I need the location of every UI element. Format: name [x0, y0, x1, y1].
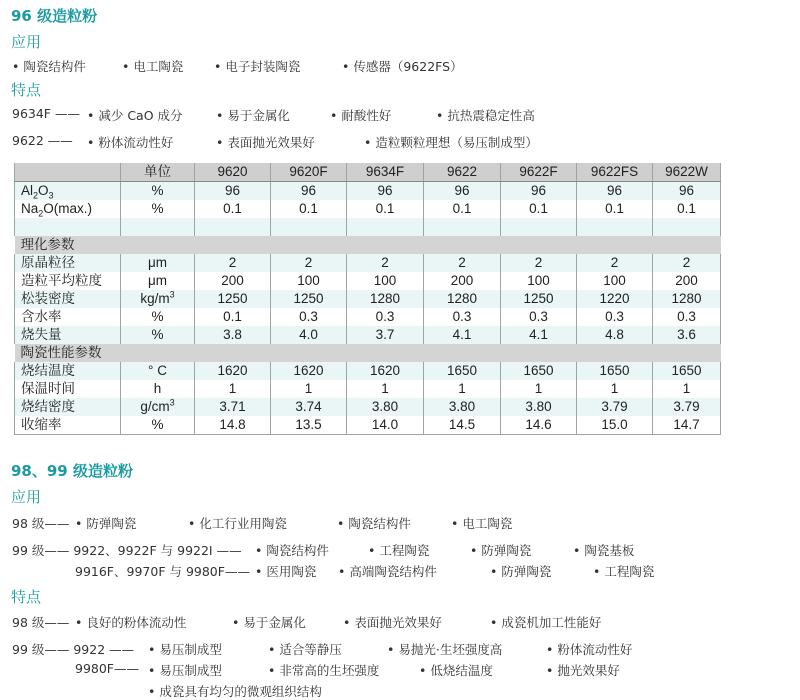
- row-label: 原晶粒径: [15, 254, 121, 272]
- list-item: • 易压制成型: [148, 642, 222, 657]
- value-cell: 1220: [577, 290, 653, 308]
- value-cell: 200: [653, 272, 721, 290]
- list-item: • 易压制成型: [148, 663, 222, 678]
- value-cell: 1: [424, 380, 501, 398]
- list-item: • 易于金属化: [232, 615, 306, 630]
- list-item: • 减少 CaO 成分: [87, 108, 183, 123]
- value-cell: 3.80: [424, 398, 501, 416]
- s98-feat-row-99a: [0, 640, 800, 656]
- value-cell: 0.3: [501, 308, 577, 326]
- value-cell: 3.80: [501, 398, 577, 416]
- table-group-row: [15, 236, 721, 254]
- unit-cell: %: [121, 182, 195, 201]
- value-cell: 1: [347, 380, 424, 398]
- table-row: [15, 308, 721, 326]
- value-cell: 3.74: [271, 398, 347, 416]
- list-item: • 低烧结温度: [419, 663, 493, 678]
- list-item: • 抗热震稳定性高: [436, 108, 535, 123]
- header-cell: 单位: [121, 163, 195, 182]
- value-cell: 0.1: [424, 200, 501, 218]
- list-item: • 电工陶瓷: [451, 516, 513, 531]
- header-cell: 9634F: [347, 163, 424, 182]
- value-cell: 13.5: [271, 416, 347, 435]
- table-row: [15, 398, 721, 416]
- value-cell: 100: [577, 272, 653, 290]
- list-item: • 易于金属化: [216, 108, 290, 123]
- unit-cell: %: [121, 200, 195, 218]
- value-cell: 1650: [577, 362, 653, 380]
- value-cell: 1: [195, 380, 271, 398]
- s96-feature-row-9634f: [0, 106, 800, 122]
- value-cell: 96: [271, 182, 347, 201]
- value-cell: 1650: [424, 362, 501, 380]
- unit-cell: μm: [121, 254, 195, 272]
- list-item: • 表面抛光效果好: [216, 135, 315, 150]
- value-cell: 0.3: [347, 308, 424, 326]
- list-item: • 工程陶瓷: [368, 543, 430, 558]
- value-cell: 1: [501, 380, 577, 398]
- value-cell: 0.3: [653, 308, 721, 326]
- value-cell: 96: [424, 182, 501, 201]
- list-item: • 电子封装陶瓷: [214, 59, 301, 74]
- row-label: 松装密度: [15, 290, 121, 308]
- list-item: • 成瓷机加工性能好: [490, 615, 602, 630]
- header-cell: 9622: [424, 163, 501, 182]
- list-item: • 化工行业用陶瓷: [188, 516, 287, 531]
- list-item: • 工程陶瓷: [593, 564, 655, 579]
- table-row: [15, 380, 721, 398]
- unit-cell: %: [121, 326, 195, 344]
- value-cell: 0.1: [347, 200, 424, 218]
- row-label: $Al_2O_3$: [15, 182, 121, 201]
- value-cell: 1280: [347, 290, 424, 308]
- value-cell: 0.1: [195, 308, 271, 326]
- header-cell: 9622FS: [577, 163, 653, 182]
- list-item: • 陶瓷结构件: [12, 59, 86, 74]
- value-cell: 14.5: [424, 416, 501, 435]
- value-cell: 96: [577, 182, 653, 201]
- value-cell: 3.79: [653, 398, 721, 416]
- list-item: • 成瓷具有均匀的微观组织结构: [148, 684, 322, 699]
- unit-cell: μm: [121, 272, 195, 290]
- value-cell: 0.1: [653, 200, 721, 218]
- value-cell: 0.3: [577, 308, 653, 326]
- list-item: • 陶瓷结构件: [337, 516, 411, 531]
- list-item: • 非常高的生坯强度: [268, 663, 380, 678]
- value-cell: 96: [347, 182, 424, 201]
- s98-feat-row-99b: [0, 661, 800, 677]
- value-cell: 3.6: [653, 326, 721, 344]
- value-cell: 2: [195, 254, 271, 272]
- value-cell: 1: [271, 380, 347, 398]
- list-item: • 抛光效果好: [546, 663, 620, 678]
- header-cell: 9620: [195, 163, 271, 182]
- value-cell: 1: [577, 380, 653, 398]
- value-cell: 3.71: [195, 398, 271, 416]
- value-cell: 1280: [424, 290, 501, 308]
- value-cell: 1620: [195, 362, 271, 380]
- row-prefix: 98 级——: [12, 615, 70, 630]
- value-cell: 2: [424, 254, 501, 272]
- row-prefix: 9622 ——: [12, 133, 73, 148]
- value-cell: 200: [195, 272, 271, 290]
- spec-table: [14, 163, 721, 435]
- value-cell: 14.0: [347, 416, 424, 435]
- unit-cell: $kg/m^3$: [121, 290, 195, 308]
- unit-cell: %: [121, 308, 195, 326]
- row-label: 烧结密度: [15, 398, 121, 416]
- list-item: • 适合等静压: [268, 642, 342, 657]
- unit-cell: h: [121, 380, 195, 398]
- header-cell: 9622F: [501, 163, 577, 182]
- row-label: 收缩率: [15, 416, 121, 435]
- group-label: 理化参数: [15, 236, 721, 254]
- row-label: 保温时间: [15, 380, 121, 398]
- section-96-title: 96 级造粒粉: [11, 7, 98, 25]
- row-label: 烧结温度: [15, 362, 121, 380]
- row-prefix: 9916F、9970F 与 9980F——: [75, 564, 250, 579]
- list-item: • 造粒颗粒理想（易压制成型）: [364, 135, 538, 150]
- table-row: [15, 182, 721, 201]
- list-item: • 医用陶瓷: [255, 564, 317, 579]
- row-label: 烧失量: [15, 326, 121, 344]
- value-cell: 1650: [501, 362, 577, 380]
- value-cell: 15.0: [577, 416, 653, 435]
- s96-application-list: [0, 57, 800, 73]
- s98-features-heading: 特点: [11, 588, 42, 606]
- value-cell: 2: [501, 254, 577, 272]
- value-cell: 1650: [653, 362, 721, 380]
- value-cell: 1: [653, 380, 721, 398]
- value-cell: 0.1: [577, 200, 653, 218]
- table-row: [15, 290, 721, 308]
- row-label: $Na_2O(\max.)$: [15, 200, 121, 218]
- s98-app-row-99a: [0, 541, 800, 557]
- header-cell: 9622W: [653, 163, 721, 182]
- s98-app-row-98: [0, 514, 800, 530]
- s96-features-heading: 特点: [11, 81, 42, 99]
- unit-cell: $g/cm^3$: [121, 398, 195, 416]
- row-label: 造粒平均粒度: [15, 272, 121, 290]
- list-item: • 电工陶瓷: [122, 59, 184, 74]
- value-cell: 14.6: [501, 416, 577, 435]
- list-item: • 粉体流动性好: [546, 642, 633, 657]
- s96-application-heading: 应用: [11, 33, 42, 51]
- table-row: [15, 326, 721, 344]
- value-cell: 3.8: [195, 326, 271, 344]
- s98-feat-row-99c: [0, 682, 800, 698]
- list-item: • 良好的粉体流动性: [75, 615, 187, 630]
- row-label: 含水率: [15, 308, 121, 326]
- table-group-row: [15, 344, 721, 362]
- value-cell: 0.1: [195, 200, 271, 218]
- value-cell: 3.80: [347, 398, 424, 416]
- value-cell: 0.1: [501, 200, 577, 218]
- value-cell: 3.7: [347, 326, 424, 344]
- value-cell: 1280: [653, 290, 721, 308]
- value-cell: 0.3: [271, 308, 347, 326]
- row-prefix: 98 级——: [12, 516, 70, 531]
- value-cell: 100: [501, 272, 577, 290]
- list-item: • 防弹陶瓷: [75, 516, 137, 531]
- list-item: • 陶瓷基板: [573, 543, 635, 558]
- value-cell: 4.8: [577, 326, 653, 344]
- header-cell: [15, 163, 121, 182]
- table-header-row: [15, 163, 721, 182]
- s96-feature-row-9622: [0, 133, 800, 149]
- value-cell: 3.79: [577, 398, 653, 416]
- list-item: • 防弹陶瓷: [490, 564, 552, 579]
- table-row: [15, 362, 721, 380]
- value-cell: 1250: [195, 290, 271, 308]
- value-cell: 14.7: [653, 416, 721, 435]
- value-cell: 1620: [347, 362, 424, 380]
- value-cell: 0.1: [271, 200, 347, 218]
- s98-application-heading: 应用: [11, 488, 42, 506]
- section-98-99-title: 98、99 级造粒粉: [11, 462, 133, 480]
- unit-cell: %: [121, 416, 195, 435]
- value-cell: 200: [424, 272, 501, 290]
- table-row: [15, 254, 721, 272]
- value-cell: 4.1: [501, 326, 577, 344]
- list-item: • 高端陶瓷结构件: [338, 564, 437, 579]
- header-cell: 9620F: [271, 163, 347, 182]
- value-cell: 14.8: [195, 416, 271, 435]
- value-cell: 96: [501, 182, 577, 201]
- list-item: • 陶瓷结构件: [255, 543, 329, 558]
- group-label: 陶瓷性能参数: [15, 344, 721, 362]
- s98-feat-row-98: [0, 613, 800, 629]
- value-cell: 100: [347, 272, 424, 290]
- value-cell: 100: [271, 272, 347, 290]
- list-item: • 易抛光·生坯强度高: [387, 642, 503, 657]
- value-cell: 0.3: [424, 308, 501, 326]
- unit-cell: ° C: [121, 362, 195, 380]
- list-item: • 耐酸性好: [330, 108, 392, 123]
- value-cell: 2: [271, 254, 347, 272]
- value-cell: 1620: [271, 362, 347, 380]
- row-prefix: 99 级—— 9922 ——: [12, 642, 135, 657]
- row-prefix: 99 级—— 9922、9922F 与 9922I ——: [12, 543, 242, 558]
- value-cell: 96: [195, 182, 271, 201]
- table-row: [15, 272, 721, 290]
- value-cell: 4.0: [271, 326, 347, 344]
- s98-app-row-99b: [0, 562, 800, 578]
- list-item: • 防弹陶瓷: [470, 543, 532, 558]
- table-spacer-row: [15, 218, 721, 236]
- value-cell: 2: [347, 254, 424, 272]
- row-prefix: 9634F ——: [12, 106, 80, 121]
- row-prefix: 9980F——: [75, 661, 140, 676]
- value-cell: 2: [653, 254, 721, 272]
- value-cell: 2: [577, 254, 653, 272]
- table-row: [15, 416, 721, 435]
- value-cell: 96: [653, 182, 721, 201]
- list-item: • 表面抛光效果好: [343, 615, 442, 630]
- value-cell: 1250: [271, 290, 347, 308]
- list-item: • 传感器（9622FS）: [342, 59, 463, 74]
- value-cell: 1250: [501, 290, 577, 308]
- table-row: [15, 200, 721, 218]
- value-cell: 4.1: [424, 326, 501, 344]
- list-item: • 粉体流动性好: [87, 135, 174, 150]
